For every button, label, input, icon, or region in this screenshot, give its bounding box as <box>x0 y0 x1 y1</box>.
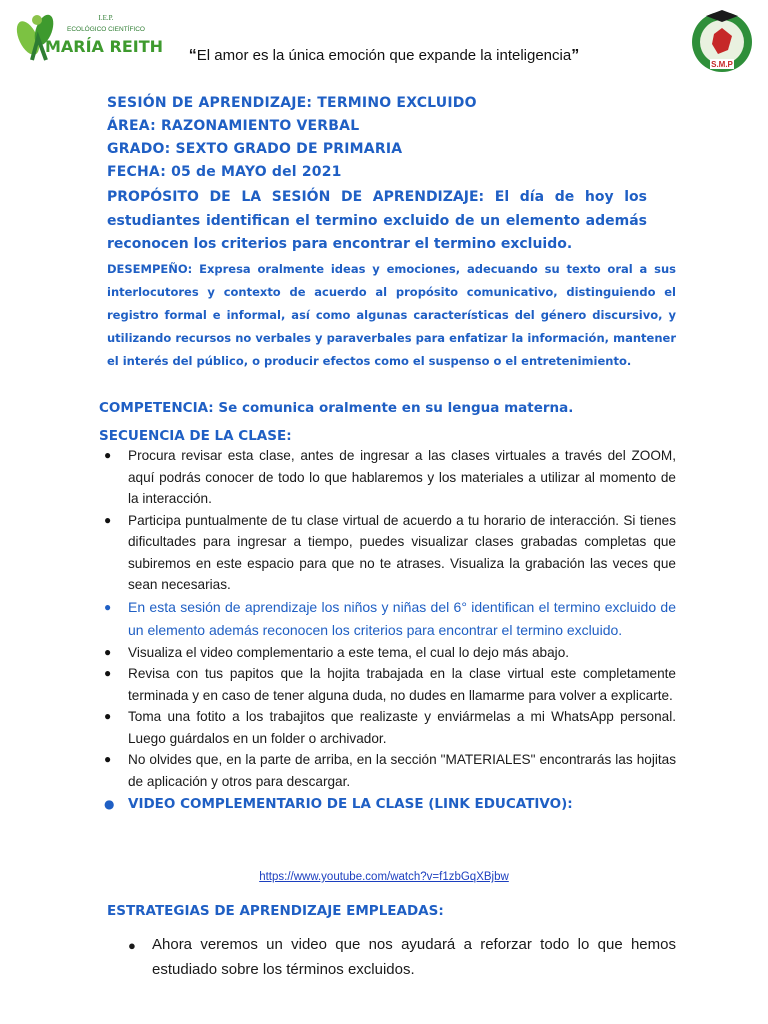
estrategias-heading: ESTRATEGIAS DE APRENDIZAJE EMPLEADAS: <box>107 903 444 919</box>
secuencia-heading: SECUENCIA DE LA CLASE: <box>99 428 292 444</box>
bullet-icon: ● <box>104 448 112 462</box>
list-item: ● Participa puntualmente de tu clase virtual de acuerdo a tu horario de interacción. Si tienes dificultades para ingresar a tiempo, puedes visualizar clases grabadas completas que subiremos en este espacio para que no te atrases. Visualiza la grabación las veces que sean necesarias. <box>128 510 676 596</box>
session-purpose: PROPÓSITO DE LA SESIÓN DE APRENDIZAJE: El día de hoy los estudiantes identifican el termino excluido de un elemento además reconocen los criterios para encontrar el termino excluido. <box>107 189 647 252</box>
session-desempeno: DESEMPEÑO: Expresa oralmente ideas y emociones, adecuando su texto oral a sus interlocutores y contexto de acuerdo al propósito comunicativo, distinguiendo el registro formal e informal, así como algunas características del género discursivo, y utilizando recursos no verbales y paraverbales para enfatizar la información, mantener el interés del público, o producir efectos como el suspenso o el entretenimiento. <box>107 262 676 368</box>
list-item: ● VIDEO COMPLEMENTARIO DE LA CLASE (LINK EDUCATIVO): <box>128 792 676 816</box>
list-item: ● Toma una fotito a los trabajitos que realizaste y enviármelas a mi WhatsApp personal. Luego guárdalos en un folder o archivador. <box>128 706 676 749</box>
list-item: ● En esta sesión de aprendizaje los niños y niñas del 6° identifican el termino excluido de un elemento además reconocen los criterios para encontrar el termino excluido. <box>128 596 676 642</box>
bullet-icon: ● <box>104 797 115 811</box>
header-quote: “El amor es la única emoción que expande la inteligencia” <box>188 47 580 64</box>
school-name: MARÍA REITH <box>44 37 164 56</box>
bullet-icon: ● <box>104 666 112 680</box>
list-item: ● Ahora veremos un video que nos ayudará a reforzar todo lo que hemos estudiado sobre los términos excluidos. <box>152 932 676 982</box>
school-line-2: ECOLÓGICO CIENTÍFICO <box>66 26 146 33</box>
list-item: ● No olvides que, en la parte de arriba, en la sección "MATERIALES" encontrarás las hojitas de aplicación y otros para descargar. <box>128 749 676 792</box>
session-title: SESIÓN DE APRENDIZAJE: TERMINO EXCLUIDO <box>107 95 477 111</box>
secuencia-list <box>104 445 676 816</box>
video-link[interactable]: https://www.youtube.com/watch?v=f1zbGqXBjbw <box>259 871 509 883</box>
seal-text: S.M.P <box>711 60 733 69</box>
quote-text: El amor es la única emoción que expande la inteligencia <box>196 47 572 64</box>
competencia: COMPETENCIA: Se comunica oralmente en su lengua materna. <box>99 400 574 416</box>
estrategias-list <box>128 932 676 982</box>
bullet-icon: ● <box>104 512 112 527</box>
school-line-1: I.E.P. <box>98 14 114 22</box>
bullet-icon: ● <box>104 752 112 766</box>
bullet-icon: ● <box>104 599 112 614</box>
list-item: ● Visualiza el video complementario a este tema, el cual lo dejo más abajo. <box>128 642 676 664</box>
bullet-icon: ● <box>104 709 112 723</box>
list-item: ● Procura revisar esta clase, antes de ingresar a las clases virtuales a través del ZOOM, aquí podrás conocer de todo lo que hablaremos y los materiales a utilizar al momento de la interacción. <box>128 445 676 510</box>
session-area: ÁREA: RAZONAMIENTO VERBAL <box>107 118 360 134</box>
session-date: FECHA: 05 de MAYO del 2021 <box>107 164 342 180</box>
session-grade: GRADO: SEXTO GRADO DE PRIMARIA <box>107 141 403 157</box>
bullet-icon: ● <box>104 644 112 659</box>
list-item: ● Revisa con tus papitos que la hojita trabajada en la clase virtual este completamente terminada y en caso de tener alguna duda, no dudes en llamarme para volver a explicarte. <box>128 663 676 706</box>
bullet-icon: ● <box>128 938 136 953</box>
